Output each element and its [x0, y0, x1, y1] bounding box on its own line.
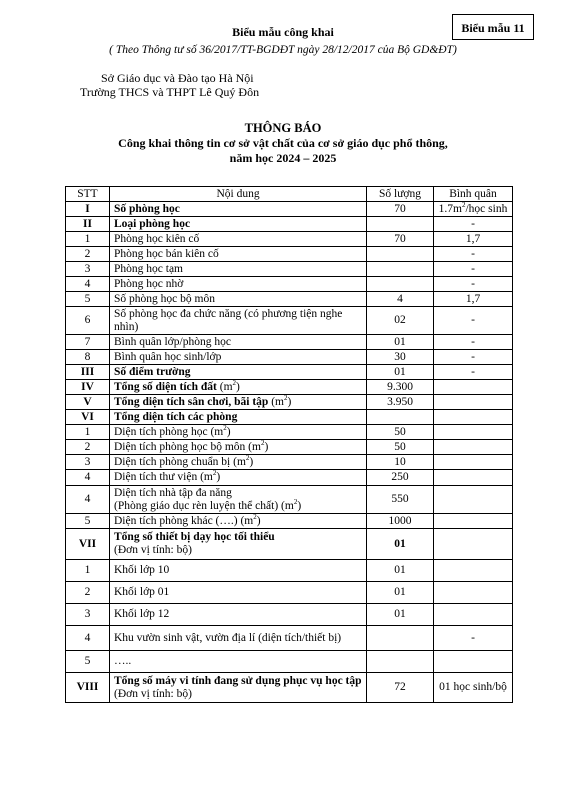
cell-avg: [434, 651, 513, 673]
cell-qty: 3.950: [367, 395, 434, 410]
notice-subtitle-line2: năm học 2024 – 2025: [229, 151, 337, 165]
avg-text-suffix: /học sinh: [465, 202, 508, 215]
cell-avg: -: [434, 335, 513, 350]
content-title: Tổng số máy vi tính đang sử dụng phục vụ học tập: [114, 674, 362, 687]
cell-stt: 5: [66, 651, 110, 673]
cell-qty: 01: [367, 560, 434, 582]
table-row: [66, 529, 513, 560]
cell-qty: [367, 217, 434, 232]
cell-content: Phòng học kiên cố: [110, 232, 367, 247]
cell-avg: -: [434, 307, 513, 335]
cell-avg: -: [434, 247, 513, 262]
cell-stt: III: [66, 365, 110, 380]
table-row: [66, 425, 513, 440]
cell-content: [110, 380, 367, 395]
cell-avg: -: [434, 350, 513, 365]
cell-stt: IV: [66, 380, 110, 395]
unit-text: (m: [271, 395, 284, 408]
cell-avg: 01 học sinh/bộ: [434, 673, 513, 703]
school-name: Trường THCS và THPT Lê Quý Đôn: [80, 85, 260, 99]
cell-qty: 01: [367, 604, 434, 626]
cell-content: [110, 486, 367, 514]
cell-avg: [434, 560, 513, 582]
cell-stt: 2: [66, 247, 110, 262]
cell-qty: 250: [367, 470, 434, 486]
cell-qty: 1000: [367, 514, 434, 529]
cell-stt: 4: [66, 277, 110, 292]
unit-text: (m: [219, 380, 233, 393]
department-name: Sở Giáo dục và Đào tạo Hà Nội: [101, 71, 254, 85]
cell-qty: 50: [367, 440, 434, 455]
table-row: [66, 486, 513, 514]
table-row: [66, 350, 513, 365]
table-row: [66, 247, 513, 262]
notice-subtitle-line1: Công khai thông tin cơ sở vật chất của cơ sở giáo dục phổ thông,: [118, 136, 448, 150]
cell-avg: [434, 582, 513, 604]
unit-superscript: 2: [245, 453, 250, 462]
cell-stt: 3: [66, 604, 110, 626]
table-row: [66, 410, 513, 425]
table-row: [66, 202, 513, 217]
avg-text: 1.7m: [438, 202, 462, 215]
content-text: Diện tích phòng học: [114, 425, 208, 438]
unit-superscript: 2: [232, 378, 237, 387]
cell-content: Khối lớp 12: [110, 604, 367, 626]
cell-content: Khối lớp 10: [110, 560, 367, 582]
cell-stt: 1: [66, 425, 110, 440]
cell-avg: [434, 425, 513, 440]
cell-content: Loại phòng học: [110, 217, 367, 232]
cell-qty: [367, 262, 434, 277]
cell-content: [110, 425, 367, 440]
cell-content: [110, 440, 367, 455]
cell-avg: -: [434, 262, 513, 277]
cell-content: [110, 514, 367, 529]
cell-stt: VII: [66, 529, 110, 560]
cell-avg: -: [434, 365, 513, 380]
unit-text-close: ): [249, 455, 254, 468]
cell-qty: [367, 277, 434, 292]
cell-stt: 7: [66, 335, 110, 350]
content-text: Diện tích phòng học bộ môn: [114, 440, 246, 453]
content-text-line2: (Phòng giáo dục rèn luyện thể chất): [114, 499, 279, 512]
cell-avg: [434, 514, 513, 529]
cell-qty: 550: [367, 486, 434, 514]
cell-content: Số phòng học: [110, 202, 367, 217]
header-qty: Số lượng: [367, 187, 434, 202]
cell-avg: 1,7: [434, 232, 513, 247]
cell-qty: 01: [367, 582, 434, 604]
table-row: [66, 232, 513, 247]
cell-stt: 5: [66, 292, 110, 307]
notice-title: THÔNG BÁO: [244, 121, 322, 135]
cell-stt: 8: [66, 350, 110, 365]
cell-qty: 01: [367, 529, 434, 560]
cell-content: Bình quân lớp/phòng học: [110, 335, 367, 350]
cell-stt: 3: [66, 262, 110, 277]
cell-avg: [434, 604, 513, 626]
cell-qty: 01: [367, 365, 434, 380]
content-text: Diện tích phòng chuẩn bị: [114, 455, 231, 468]
cell-qty: 70: [367, 202, 434, 217]
cell-avg: [434, 470, 513, 486]
cell-avg: [434, 486, 513, 514]
unit-text-close: ): [264, 440, 269, 453]
header-content: Nội dung: [110, 187, 367, 202]
cell-content: Phòng học nhờ: [110, 277, 367, 292]
table-row: [66, 395, 513, 410]
cell-qty: 30: [367, 350, 434, 365]
unit-superscript: 2: [223, 423, 227, 432]
unit-superscript: 2: [293, 497, 298, 506]
cell-stt: 1: [66, 232, 110, 247]
table-row: [66, 673, 513, 703]
table-row: [66, 560, 513, 582]
table-row: [66, 217, 513, 232]
cell-avg: -: [434, 217, 513, 232]
cell-stt: 1: [66, 560, 110, 582]
cell-avg: [434, 202, 513, 217]
table-row: [66, 582, 513, 604]
table-row: [66, 651, 513, 673]
form-title: Biểu mẫu công khai: [232, 25, 334, 39]
form-subtitle: ( Theo Thông tư số 36/2017/TT-BGDĐT ngày 28/12/2017 của Bộ GD&ĐT): [109, 44, 457, 56]
cell-qty: [367, 410, 434, 425]
cell-stt: 4: [66, 626, 110, 651]
table-row: [66, 307, 513, 335]
cell-content: [110, 529, 367, 560]
cell-qty: 01: [367, 335, 434, 350]
table-row: [66, 277, 513, 292]
table-row: [66, 470, 513, 486]
content-note: (Đơn vị tính: bộ): [114, 544, 192, 556]
cell-content: [110, 455, 367, 470]
cell-qty: 4: [367, 292, 434, 307]
table-row: [66, 514, 513, 529]
unit-superscript: 2: [260, 438, 265, 447]
cell-avg: 1,7: [434, 292, 513, 307]
cell-stt: II: [66, 217, 110, 232]
cell-qty: 02: [367, 307, 434, 335]
cell-qty: [367, 247, 434, 262]
cell-stt: 2: [66, 582, 110, 604]
cell-qty: [367, 626, 434, 651]
unit-text-close: ): [256, 514, 261, 527]
table-row: [66, 335, 513, 350]
table-row: [66, 262, 513, 277]
avg-superscript: 2: [461, 200, 466, 209]
unit-text: (m: [248, 440, 261, 453]
table-header-row: [66, 187, 513, 202]
unit-text: (m: [200, 471, 213, 483]
table-row: [66, 440, 513, 455]
content-text: Diện tích phòng khác (….): [114, 514, 238, 527]
cell-content: Khối lớp 01: [110, 582, 367, 604]
content-text: Diện tích thư viện: [114, 471, 198, 483]
cell-qty: 70: [367, 232, 434, 247]
unit-text-close: ): [236, 380, 240, 393]
unit-superscript: 2: [212, 469, 217, 478]
cell-avg: [434, 529, 513, 560]
table-row: [66, 292, 513, 307]
unit-text: (m: [281, 499, 294, 512]
cell-stt: 5: [66, 514, 110, 529]
cell-qty: [367, 651, 434, 673]
cell-content: Bình quân học sinh/lớp: [110, 350, 367, 365]
cell-stt: 2: [66, 440, 110, 455]
content-text: Tổng số diện tích đất: [114, 380, 217, 393]
table-row: [66, 455, 513, 470]
cell-avg: -: [434, 626, 513, 651]
header-avg: Bình quân: [434, 187, 513, 202]
cell-content: [110, 673, 367, 703]
cell-qty: 72: [367, 673, 434, 703]
cell-content: [110, 470, 367, 486]
cell-avg: [434, 395, 513, 410]
cell-qty: 9.300: [367, 380, 434, 395]
cell-avg: [434, 440, 513, 455]
unit-text: (m: [233, 455, 246, 468]
cell-content: Số phòng học bộ môn: [110, 292, 367, 307]
content-note: (Đơn vị tính: bộ): [114, 687, 192, 700]
cell-content: Số điểm trường: [110, 365, 367, 380]
unit-superscript: 2: [283, 393, 288, 402]
header-stt: STT: [66, 187, 110, 202]
form-badge: Biểu mẫu 11: [452, 14, 534, 40]
unit-text-close: ): [287, 395, 292, 408]
cell-stt: VI: [66, 410, 110, 425]
unit-text-close: ): [297, 499, 302, 512]
unit-text-close: ): [226, 425, 231, 438]
cell-content: Số phòng học đa chức năng (có phương tiện nghe nhìn): [110, 307, 367, 335]
unit-text: (m: [210, 425, 224, 438]
table-row: [66, 626, 513, 651]
cell-stt: 3: [66, 455, 110, 470]
content-title: Tổng số thiết bị dạy học tối thiểu: [114, 531, 275, 543]
unit-superscript: 2: [253, 512, 257, 521]
unit-text-close: ): [216, 471, 221, 483]
cell-stt: 6: [66, 307, 110, 335]
cell-stt: I: [66, 202, 110, 217]
cell-qty: 10: [367, 455, 434, 470]
content-text: Tổng diện tích sân chơi, bãi tập: [114, 395, 269, 408]
cell-stt: VIII: [66, 673, 110, 703]
cell-content: Phòng học tạm: [110, 262, 367, 277]
cell-content: Phòng học bán kiên cố: [110, 247, 367, 262]
cell-content: Khu vườn sinh vật, vườn địa lí (diện tích/thiết bị): [110, 626, 367, 651]
facility-table: [65, 186, 513, 703]
cell-qty: 50: [367, 425, 434, 440]
table-row: [66, 604, 513, 626]
cell-avg: [434, 380, 513, 395]
cell-stt: 4: [66, 486, 110, 514]
table-row: [66, 365, 513, 380]
cell-content: …..: [110, 651, 367, 673]
cell-content: [110, 395, 367, 410]
cell-stt: 4: [66, 470, 110, 486]
table-row: [66, 380, 513, 395]
cell-avg: -: [434, 277, 513, 292]
cell-avg: [434, 455, 513, 470]
cell-avg: [434, 410, 513, 425]
cell-content: Tổng diện tích các phòng: [110, 410, 367, 425]
cell-stt: V: [66, 395, 110, 410]
unit-text: (m: [240, 514, 254, 527]
content-text: Diện tích nhà tập đa năng: [114, 486, 232, 499]
